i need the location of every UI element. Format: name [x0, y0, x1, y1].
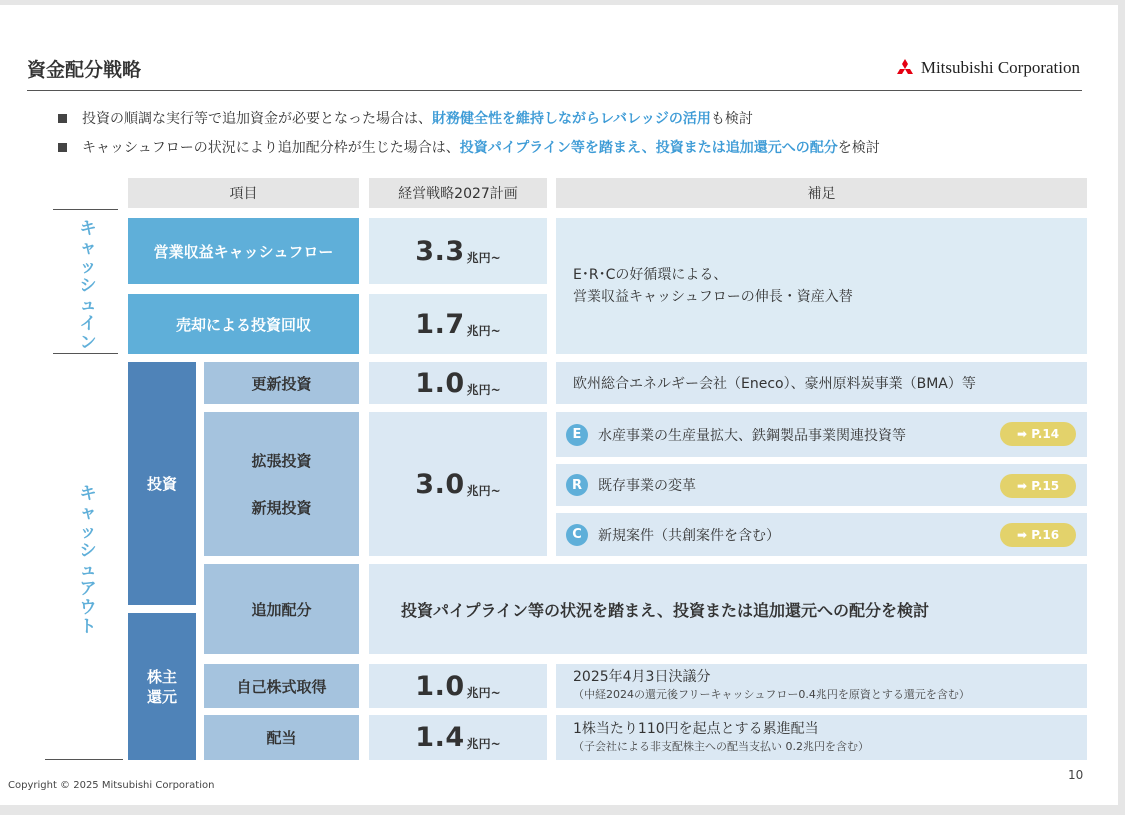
buyback-note-sub: （中経2024の還元後フリーキャッシュフロー0.4兆円を原資とする還元を含む）	[573, 688, 970, 701]
page-link-p15[interactable]	[1000, 474, 1076, 498]
additional-allocation-text: 投資パイプライン等の状況を踏まえ、投資または追加還元への配分を検討	[369, 564, 1087, 654]
renewal-value: 1.0	[415, 367, 465, 399]
page-number: 10	[1068, 768, 1084, 782]
cash-in-note-line2: 営業収益キャッシュフローの伸長・資産入替	[573, 289, 853, 305]
buyback-value-cell	[369, 664, 547, 708]
page-link-p16[interactable]	[1000, 523, 1076, 547]
shareholder-returns-group-label	[128, 613, 196, 760]
growth-labels	[204, 412, 359, 556]
buyback-note-main: 2025年4月3日決議分	[573, 669, 711, 685]
bullet-2	[58, 137, 880, 157]
unit-label: 兆円~	[466, 737, 501, 751]
divestment-value-cell	[369, 294, 547, 354]
bullet-1-highlight: 財務健全性を維持しながらレバレッジの活用	[432, 111, 711, 127]
dividend-note	[556, 715, 1087, 760]
letter-r-icon: R	[566, 474, 588, 496]
growth-value: 3.0	[415, 468, 465, 500]
dividend-value-cell	[369, 715, 547, 760]
cash-in-note	[556, 218, 1087, 354]
erc-item-r-text: 既存事業の変革	[598, 478, 696, 494]
side-divider-bottom	[45, 759, 123, 760]
operating-cf-value-cell	[369, 218, 547, 284]
unit-label: 兆円~	[466, 250, 501, 265]
letter-e-icon: E	[566, 424, 588, 446]
three-diamonds-icon	[894, 59, 916, 77]
bullet-2-pre: キャッシュフローの状況により追加配分枠が生じた場合は、	[82, 140, 460, 156]
letter-c-icon: C	[566, 524, 588, 546]
page-link-p16-label: P.16	[1031, 528, 1060, 542]
operating-cf-label: 営業収益キャッシュフロー	[128, 218, 359, 284]
dividend-label: 配当	[204, 715, 359, 760]
title-divider	[27, 90, 1082, 91]
returns-label-line2: 還元	[146, 687, 177, 706]
company-logo	[894, 58, 1080, 78]
bullet-1	[58, 108, 753, 128]
unit-label: 兆円~	[466, 323, 501, 338]
buyback-note	[556, 664, 1087, 708]
bullet-1-post: も検討	[710, 111, 753, 127]
buyback-label: 自己株式取得	[204, 664, 359, 708]
page-link-p14[interactable]	[1000, 422, 1076, 446]
logo-text: Mitsubishi Corporation	[920, 58, 1080, 77]
erc-item-e-text: 水産事業の生産量拡大、鉄鋼製品事業関連投資等	[598, 427, 906, 444]
erc-item-c-text: 新規案件（共創案件を含む）	[598, 527, 780, 544]
renewal-label: 更新投資	[204, 362, 359, 404]
unit-label: 兆円~	[466, 382, 501, 397]
renewal-value-cell	[369, 362, 547, 404]
expansion-label: 拡張投資	[251, 452, 312, 470]
header-item: 項目	[128, 178, 359, 208]
divestment-label: 売却による投資回収	[128, 294, 359, 354]
side-divider-top	[53, 209, 118, 210]
cash-in-note-line1: E･R･Cの好循環による、	[573, 267, 728, 283]
arrow-right-icon: ➡	[1016, 479, 1027, 493]
header-plan: 経営戦略2027計画	[369, 178, 547, 208]
side-label-cash-in: キャッシュイン	[79, 219, 97, 353]
bullet-2-highlight: 投資パイプライン等を踏まえ、投資または追加還元への配分	[459, 140, 838, 156]
returns-label-line1: 株主	[146, 667, 177, 686]
header-notes: 補足	[556, 178, 1087, 208]
divestment-value: 1.7	[415, 308, 465, 340]
arrow-right-icon: ➡	[1016, 528, 1027, 542]
additional-allocation-label: 追加配分	[204, 564, 359, 654]
page-title: 資金配分戦略	[27, 59, 142, 81]
dividend-value: 1.4	[415, 722, 465, 753]
investment-group-label: 投資	[128, 362, 196, 605]
bullet-square-icon	[58, 114, 67, 123]
side-divider-mid	[53, 353, 118, 354]
bullet-square-icon	[58, 143, 67, 152]
slide	[0, 5, 1118, 805]
unit-label: 兆円~	[466, 483, 501, 498]
dividend-note-main: 1株当たり110円を起点とする累進配当	[573, 720, 819, 737]
page-link-p15-label: P.15	[1031, 479, 1060, 493]
operating-cf-value: 3.3	[415, 235, 465, 267]
growth-value-cell	[369, 412, 547, 556]
bullet-2-post: を検討	[837, 140, 880, 156]
side-label-cash-out: キャッシュアウト	[79, 484, 97, 637]
bullet-1-pre: 投資の順調な実行等で追加資金が必要となった場合は、	[82, 111, 432, 127]
buyback-value: 1.0	[415, 670, 465, 702]
page-link-p14-label: P.14	[1031, 427, 1060, 441]
arrow-right-icon: ➡	[1016, 427, 1027, 441]
unit-label: 兆円~	[466, 685, 501, 700]
renewal-note: 欧州総合エネルギー会社（Eneco）、豪州原料炭事業（BMA）等	[556, 362, 1087, 404]
copyright: Copyright © 2025 Mitsubishi Corporation	[8, 780, 215, 791]
new-investment-label: 新規投資	[251, 499, 312, 517]
dividend-note-sub: （子会社による非支配株主への配当支払い 0.2兆円を含む）	[573, 739, 869, 753]
